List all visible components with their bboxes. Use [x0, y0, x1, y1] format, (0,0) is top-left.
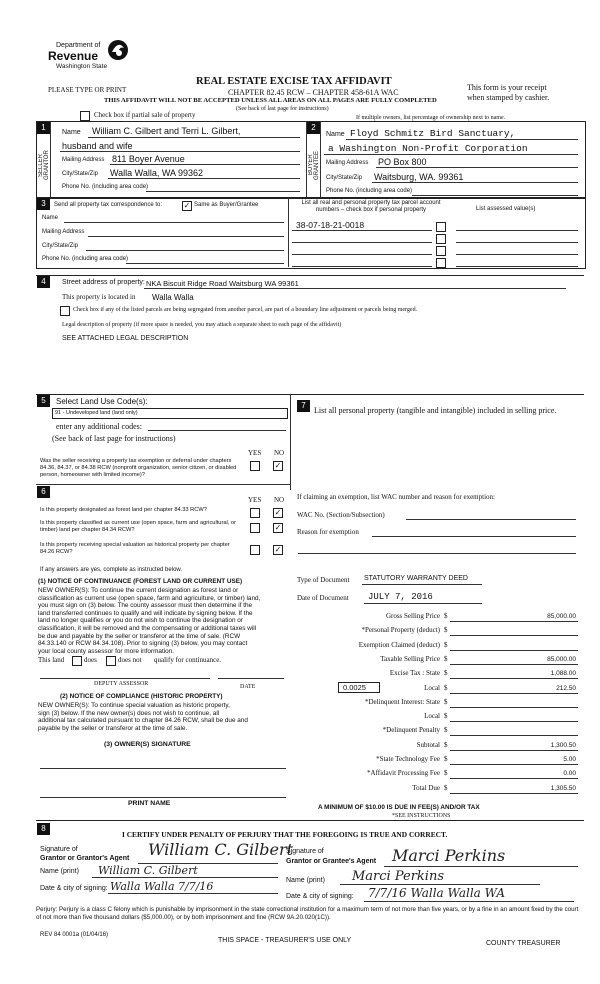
- buyer-mailing-label: Mailing Address: [326, 160, 369, 166]
- legal-description[interactable]: SEE ATTACHED LEGAL DESCRIPTION: [62, 335, 189, 342]
- forest-yes-checkbox[interactable]: [250, 508, 260, 518]
- please-type: PLEASE TYPE OR PRINT: [48, 86, 127, 94]
- fin-row-value[interactable]: 1,088.00: [550, 670, 576, 677]
- corr-mailing-label: Mailing Address: [42, 229, 85, 235]
- grantee-sig-label2: Grantor or Grantee's Agent: [286, 858, 377, 865]
- fin-row-value[interactable]: 85,000.00: [547, 613, 576, 620]
- does-qualify-checkbox[interactable]: [72, 656, 82, 666]
- historic-yes-checkbox[interactable]: [250, 545, 260, 555]
- fin-row-label: Local: [424, 684, 440, 692]
- street-address[interactable]: NKA Biscuit Ridge Road Waitsburg WA 99361: [146, 279, 299, 288]
- land-use-see-back: (See back of last page for instructions): [52, 434, 176, 443]
- print-name-label: PRINT NAME: [128, 800, 171, 807]
- current-use-yes-checkbox[interactable]: [250, 523, 260, 533]
- not-accepted-warning: THIS AFFIDAVIT WILL NOT BE ACCEPTED UNLESS ALL AREAS ON ALL PAGES ARE FULLY COMPLETED: [104, 97, 437, 104]
- local-rate-box[interactable]: [338, 682, 380, 693]
- section-6-marker: 6: [37, 486, 50, 498]
- parcel-2-personal-checkbox[interactable]: [436, 234, 446, 244]
- receipt-line2: when stamped by cashier.: [467, 93, 550, 102]
- deputy-assessor-label: DEPUTY ASSESSOR: [94, 681, 149, 687]
- segregated-checkbox[interactable]: [60, 306, 70, 316]
- grantor-name[interactable]: William C. Gilbert: [98, 864, 198, 877]
- additional-codes-label: enter any additional codes:: [56, 422, 142, 431]
- does-not-qualify-checkbox[interactable]: [106, 656, 116, 666]
- grantor-date[interactable]: Walla Walla 7/7/16: [110, 880, 214, 893]
- fin-row-value[interactable]: 0.00: [563, 770, 576, 777]
- s5-yes: YES: [248, 449, 262, 457]
- if-yes-instructions: If any answers are yes, complete as instructed below.: [40, 567, 183, 573]
- fin-row-label: Taxable Selling Price: [380, 655, 440, 663]
- wac-label: WAC No. (Section/Subsection): [297, 511, 385, 519]
- reason-label: Reason for exemption: [297, 528, 359, 536]
- fin-row-value[interactable]: 212.50: [556, 685, 576, 692]
- deputy-date-label: DATE: [240, 684, 256, 690]
- buyer-phone-label: Phone No. (including area code): [326, 188, 413, 194]
- certify-statement: I CERTIFY UNDER PENALTY OF PERJURY THAT THE FOREGOING IS TRUE AND CORRECT.: [122, 830, 448, 839]
- fin-row-label: Subtotal: [416, 741, 440, 749]
- partial-sale-label: Check box if partial sale of property: [94, 111, 196, 119]
- dept-line3: Washington State: [56, 63, 108, 70]
- buyer-city-label: City/State/Zip: [326, 175, 363, 181]
- fin-row-dollar: $: [444, 641, 448, 649]
- seller-name-label: Name: [62, 129, 81, 136]
- buyer-name[interactable]: Floyd Schmitz Bird Sanctuary,: [350, 128, 516, 139]
- located-label: This property is located in: [62, 293, 136, 301]
- historic-question: Is this property receiving special valuation as historical property per chapter 84.26 RCW?: [40, 542, 230, 555]
- doc-date[interactable]: JULY 7, 2016: [368, 592, 433, 602]
- exemption-yes-checkbox[interactable]: [250, 461, 260, 471]
- buyer-name-label: Name: [326, 131, 345, 138]
- fin-row-label: *Delinquent Penalty: [382, 726, 440, 734]
- fin-row-dollar: $: [444, 769, 448, 777]
- form-chapter: CHAPTER 82.45 RCW – CHAPTER 458-61A WAC: [228, 88, 399, 97]
- section-4-box: [36, 275, 584, 388]
- parcel-number[interactable]: 38-07-18-21-0018: [296, 220, 365, 230]
- parcel-1-personal-checkbox[interactable]: [436, 222, 446, 232]
- assessed-header: List assessed value(s): [476, 206, 536, 212]
- grantee-date[interactable]: 7/7/16 Walla Walla WA: [368, 886, 506, 900]
- doc-type-label: Type of Document: [297, 576, 350, 584]
- county-treasurer: COUNTY TREASURER: [486, 940, 561, 947]
- this-land-label: This land: [38, 656, 65, 664]
- fin-row-label: *Affidavit Processing Fee: [367, 769, 440, 777]
- seller-side-label: SELLER GRANTOR: [38, 150, 50, 180]
- corr-name-label: Name: [42, 215, 59, 221]
- multiple-owners-note: If multiple owners, list percentage of ownership next to name.: [356, 115, 506, 121]
- same-as-buyer-checkbox[interactable]: ✓: [183, 201, 191, 210]
- section-7-marker: 7: [297, 400, 310, 412]
- exemption-claim-label: If claiming an exemption, list WAC number and reason for exemption:: [297, 493, 495, 501]
- fin-row-label: *State Technology Fee: [376, 755, 440, 763]
- parcel-header: List all real and personal property tax parcel account numbers – check box if personal property: [301, 200, 441, 213]
- corr-phone-label: Phone No. (including area code): [42, 256, 129, 262]
- see-back: (See back of last page for instructions): [236, 106, 329, 112]
- fin-row-label: Total Due: [412, 784, 440, 792]
- section-5-marker: 5: [37, 395, 50, 407]
- parcel-4-personal-checkbox[interactable]: [436, 258, 446, 268]
- current-use-no-checkbox[interactable]: ✓: [274, 523, 282, 532]
- segregated-label: Check box if any of the listed parcels are being segregated from another parcel, are part of a boundary line adjustment or parcels being merged.: [73, 307, 418, 313]
- fin-row-dollar: $: [444, 784, 448, 792]
- grantor-date-label: Date & city of signing:: [40, 885, 108, 892]
- land-use-label: Select Land Use Code(s):: [56, 397, 148, 406]
- fin-row-value[interactable]: 5.00: [563, 756, 576, 763]
- s6-no: NO: [274, 496, 285, 504]
- same-as-buyer-label: Same as Buyer/Grantee: [194, 202, 259, 208]
- grantee-name[interactable]: Marci Perkins: [352, 869, 444, 884]
- buyer-side-label: BUYER GRANTEE: [308, 150, 320, 180]
- fin-row-value[interactable]: 85,000.00: [547, 656, 576, 663]
- current-use-question: Is this property classified as current use (open space, farm and agricultural, or timber) land per chapter 84.34 RCW?: [40, 520, 236, 533]
- partial-sale-checkbox[interactable]: [80, 111, 90, 121]
- seller-phone-label: Phone No. (including area code): [62, 184, 149, 190]
- fin-row-dollar: $: [444, 698, 448, 706]
- dept-line2: Revenue: [48, 49, 99, 63]
- buyer-mailing[interactable]: PO Box 800: [378, 157, 427, 167]
- fin-row-label: Local: [424, 712, 440, 720]
- seller-name[interactable]: William C. Gilbert and Terri L. Gilbert,: [92, 126, 241, 136]
- fin-row-label: Exemption Claimed (deduct): [358, 641, 440, 649]
- local-rate: 0.0025: [343, 683, 366, 692]
- exemption-question: Was the seller receiving a property tax exemption or deferral under chapters 84.36, 84.37, or 84.38 RCW (nonprofit organization, senior citizen, or disabled person, homeowner with limited income)?: [40, 458, 237, 478]
- exemption-no-checkbox[interactable]: ✓: [274, 461, 282, 470]
- seller-mailing[interactable]: 811 Boyer Avenue: [112, 154, 185, 164]
- fin-row-dollar: $: [444, 726, 448, 734]
- seller-name-2[interactable]: husband and wife: [62, 141, 133, 151]
- forest-question: Is this property designated as forest land per chapter 84.33 RCW?: [40, 507, 207, 513]
- grantee-signature: Marci Perkins: [392, 846, 506, 865]
- dept-line1: Department of: [56, 42, 101, 49]
- forest-no-checkbox[interactable]: ✓: [274, 508, 282, 517]
- personal-property-label: List all personal property (tangible and intangible) included in selling price.: [314, 406, 557, 415]
- parcel-3-personal-checkbox[interactable]: [436, 246, 446, 256]
- dor-swirl-icon: [106, 38, 130, 62]
- see-instructions: *SEE INSTRUCTIONS: [392, 813, 451, 819]
- section-4-marker: 4: [37, 276, 50, 288]
- historic-no-checkbox[interactable]: ✓: [274, 545, 282, 554]
- form-title: REAL ESTATE EXCISE TAX AFFIDAVIT: [196, 76, 392, 87]
- qualify-label: qualify for continuance.: [154, 656, 222, 664]
- buyer-name-2[interactable]: a Washington Non-Profit Corporation: [328, 143, 528, 154]
- fin-row-value[interactable]: 1,305.50: [550, 785, 576, 792]
- fin-row-label: *Delinquent Interest: State: [364, 698, 440, 706]
- corr-city-label: City/State/Zip: [42, 243, 79, 249]
- seller-mailing-label: Mailing Address: [62, 157, 105, 163]
- doc-type[interactable]: STATUTORY WARRANTY DEED: [364, 575, 468, 582]
- fin-row-dollar: $: [444, 684, 448, 692]
- s6-yes: YES: [248, 496, 262, 504]
- legal-label: Legal description of property (if more space is needed, you may attach a separate sheet to each page of the affidavit): [62, 322, 342, 328]
- seller-city-label: City/State/Zip: [62, 171, 99, 177]
- land-use-select[interactable]: [52, 408, 288, 419]
- fin-row-dollar: $: [444, 626, 448, 634]
- section-3-marker: 3: [37, 198, 50, 210]
- buyer-city[interactable]: Waitsburg, WA. 99361: [374, 172, 464, 182]
- grantee-name-label: Name (print): [286, 877, 325, 884]
- notice-compliance-text: NEW OWNER(S): To continue special valuation as historic property, sign (3) below. If the new owner(s) does not wish to continue, all additional tax calculated pursuant to chapter 84.26 RCW, shall be due and payable by the seller or transferor at the time of sale.: [38, 702, 248, 732]
- section-2-marker: 2: [307, 122, 320, 134]
- grantor-sig-label2: Grantor or Grantor's Agent: [40, 855, 130, 862]
- doc-date-label: Date of Document: [297, 594, 349, 602]
- section-1-marker: 1: [37, 122, 50, 134]
- grantor-sig-label1: Signature of: [40, 846, 78, 853]
- perjury-notice: Perjury: Perjury is a class C felony which is punishable by imprisonment in the state correctional institution for a maximum term of not more than five years, or by a fine in an amount fixed by the court of not more than five thousand dollars ($5,000.00), or by both imprisonment and fine (RCW 9A.20.020(1C)).: [36, 906, 579, 921]
- send-correspondence-label: Send all property tax correspondence to:: [54, 202, 163, 208]
- rev-number: REV 84 0001a (01/04/16): [40, 932, 109, 938]
- fin-row-dollar: $: [444, 612, 448, 620]
- receipt-line1: This form is your receipt: [467, 83, 547, 92]
- fin-row-label: Gross Selling Price: [385, 612, 440, 620]
- notice-compliance-title: (2) NOTICE OF COMPLIANCE (HISTORIC PROPERTY): [60, 693, 223, 700]
- does-label: does: [84, 656, 97, 664]
- seller-city[interactable]: Walla Walla, WA 99362: [110, 168, 204, 178]
- fin-row-dollar: $: [444, 655, 448, 663]
- fin-row-dollar: $: [444, 669, 448, 677]
- fin-row-dollar: $: [444, 755, 448, 763]
- street-label: Street address of property:: [62, 279, 145, 286]
- treasurer-space: THIS SPACE - TREASURER'S USE ONLY: [218, 937, 352, 944]
- fin-row-value[interactable]: 1,300.50: [550, 742, 576, 749]
- owner-signature-label: (3) OWNER(S) SIGNATURE: [104, 741, 191, 748]
- notice-continuance-text: NEW OWNER(S): To continue the current designation as forest land or classification as current use (open space, farm and agriculture, or timber) land, you must sign on (3) below. The county assessor must then determine if the land transferred continues to qualify and will indicate by signing below. If the land no longer qualifies or you do not wish to continue the designation or classification, it will be removed and the compensating or additional taxes will be due and payable by the seller or transferor at the time of sale. (RCW 84.33.140 or RCW 84.34.108). Prior to signing (3) below, you may contact your local county assessor for more information.: [38, 587, 261, 655]
- does-not-label: does not: [118, 656, 142, 664]
- grantee-date-label: Date & city of signing:: [286, 893, 354, 900]
- notice-continuance-title: (1) NOTICE OF CONTINUANCE (FOREST LAND OR CURRENT USE): [38, 578, 243, 585]
- minimum-due: A MINIMUM OF $10.00 IS DUE IN FEE(S) AND/OR TAX: [318, 804, 480, 811]
- grantor-signature: William C. Gilbert: [148, 840, 294, 859]
- grantor-name-label: Name (print): [40, 868, 79, 875]
- located-county[interactable]: Walla Walla: [152, 293, 194, 302]
- grantee-sig-label1: Signature of: [286, 848, 324, 855]
- fin-row-label: *Personal Property (deduct): [361, 626, 440, 634]
- dor-logo: [48, 36, 138, 76]
- fin-row-dollar: $: [444, 712, 448, 720]
- fin-row-label: Excise Tax : State: [389, 669, 440, 677]
- land-use-value: 91 - Undeveloped land (land only): [55, 410, 138, 416]
- fin-row-dollar: $: [444, 741, 448, 749]
- s5-no: NO: [274, 449, 285, 457]
- section-8-marker: 8: [37, 823, 50, 835]
